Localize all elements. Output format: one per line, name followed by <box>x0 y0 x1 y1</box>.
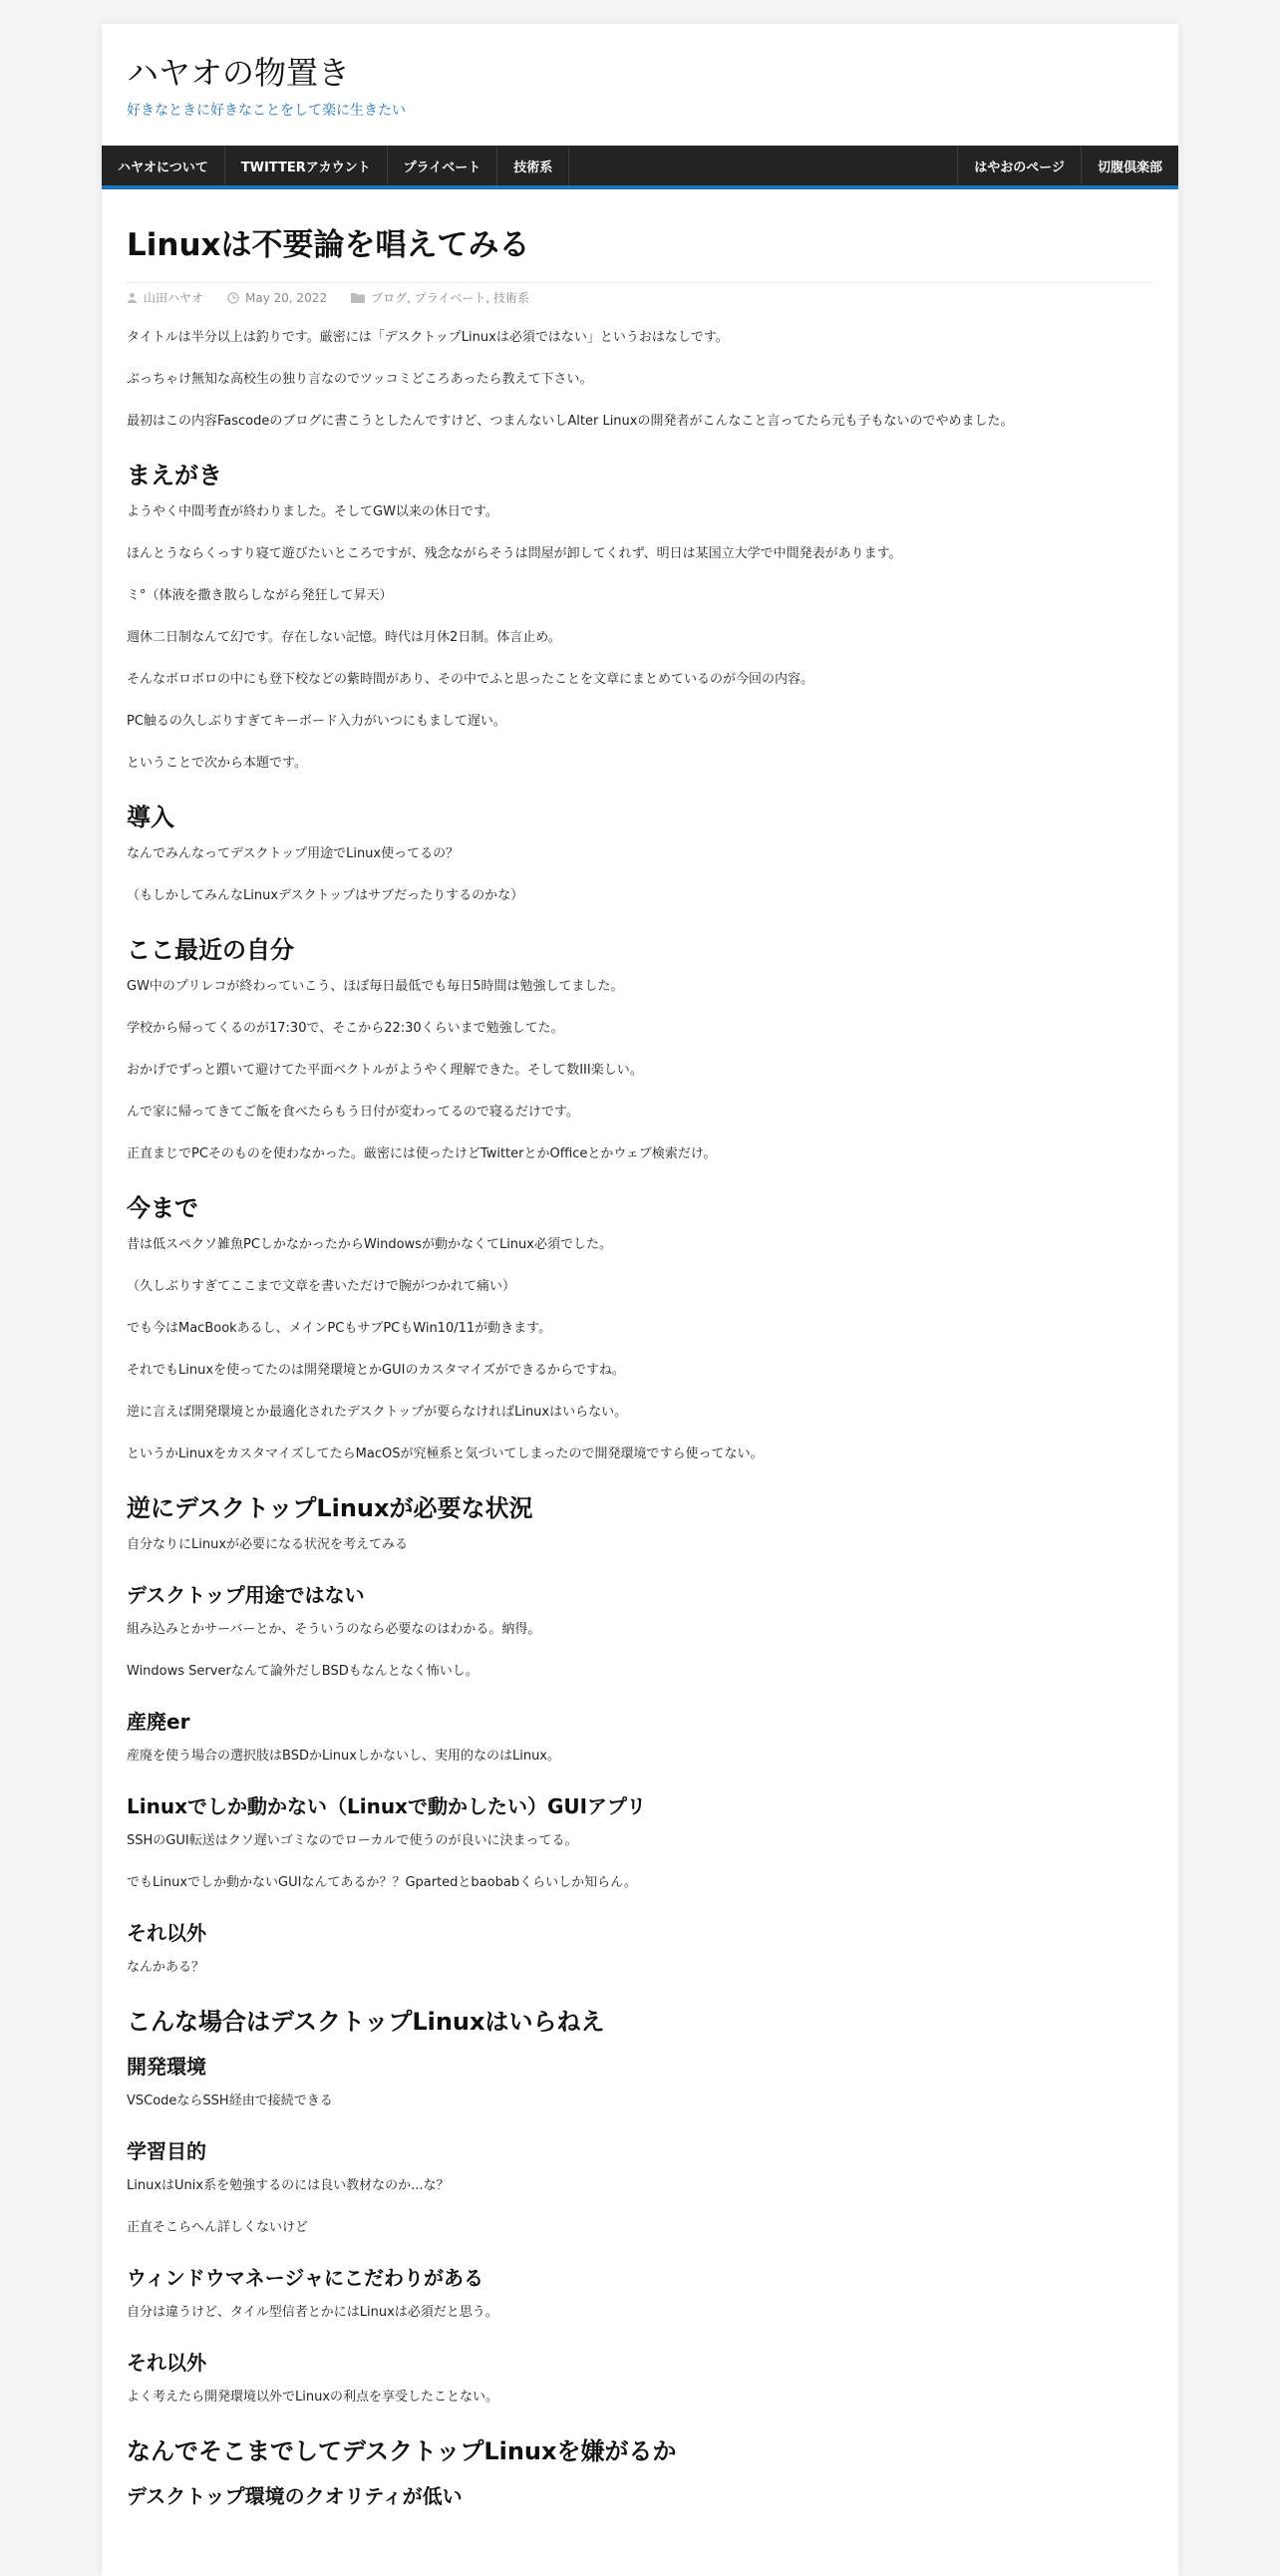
post-paragraph: でもLinuxでしか動かないGUIなんてあるか？？Gpartedとbaobabくらいしか知らん。 <box>127 1875 637 1890</box>
post-paragraph: 昔は低スペクソ雑魚PCしかなかったからWindowsが動かなくてLinux必須でした。 <box>127 1237 612 1252</box>
nav-item-hayao-page[interactable]: はやおのページ <box>957 146 1081 185</box>
post-paragraph: GW中のプリレコが終わっていこう、ほぼ毎日最低でも毎日5時間は勉強してました。 <box>127 979 624 994</box>
post-date: May 20, 2022 <box>245 290 328 305</box>
post-paragraph: 産廃を使う場合の選択肢はBSDかLinuxしかないし、実用的なのはLinux。 <box>127 1749 561 1764</box>
clock-icon <box>227 292 239 304</box>
subsection-heading: デスクトップ環境のクオリティが低い <box>127 2484 463 2508</box>
nav-left-group <box>102 146 569 185</box>
post-paragraph: 週休二日制なんて幻です。存在しない記憶。時代は月休2日制。体言止め。 <box>127 630 561 645</box>
nav-item-private[interactable]: プライベート <box>388 146 498 185</box>
post-paragraph: おかげでずっと躓いて避けてた平面ベクトルがようやく理解できた。そして数III楽しい。 <box>127 1063 643 1078</box>
user-icon <box>127 292 138 303</box>
post-paragraph: 自分は違うけど、タイル型信者とかにはLinuxは必須だと思う。 <box>127 2305 498 2320</box>
subsection-heading: 開発環境 <box>127 2055 206 2079</box>
post-paragraph: というかLinuxをカスタマイズしてたらMacOSが究極系と気づいてしまったので開発環境ですら使ってない。 <box>127 1447 764 1461</box>
post-paragraph: ぶっちゃけ無知な高校生の独り言なのでツッコミどころあったら教えて下さい。 <box>127 372 593 387</box>
folder-icon <box>351 292 365 303</box>
post-paragraph: それでもLinuxを使ってたのは開発環境とかGUIのカスタマイズができるからですね。 <box>127 1363 625 1378</box>
subsection-heading: それ以外 <box>127 1921 206 1945</box>
post-paragraph: でも今はMacBookあるし、メインPCもサブPCもWin10/11が動きます。 <box>127 1321 552 1336</box>
main-navigation <box>102 146 1178 189</box>
post-paragraph: （久しぶりすぎてここまで文章を書いただけで腕がつかれて痛い） <box>127 1279 516 1294</box>
post-paragraph: ミ°（体液を撒き散らしながら発狂して昇天） <box>127 588 393 603</box>
subsection-heading: 産廃er <box>127 1710 190 1734</box>
page-container <box>102 24 1178 2576</box>
nav-item-tech[interactable]: 技術系 <box>497 146 569 185</box>
post-meta <box>127 282 1153 306</box>
post-paragraph: 最初はこの内容Fascodeのブログに書こうとしたんですけど、つまんないしAlter Linuxの開発者がこんなこと言ってたら元も子もないのでやめました。 <box>127 414 1014 429</box>
section-heading: まえがき <box>127 462 222 489</box>
post-paragraph: 学校から帰ってくるのが17:30で、そこから22:30くらいまで勉強してた。 <box>127 1021 564 1036</box>
post-author[interactable]: 山田ハヤオ <box>144 291 204 305</box>
post-paragraph: Windows Serverなんて論外だしBSDもなんとなく怖いし。 <box>127 1664 479 1679</box>
nav-right-group <box>957 146 1178 185</box>
post-paragraph: SSHのGUI転送はクソ遅いゴミなのでローカルで使うのが良いに決まってる。 <box>127 1833 578 1848</box>
post-paragraph: 正直まじでPCそのものを使わなかった。厳密には使ったけどTwitterとかOfficeとかウェブ検索だけ。 <box>127 1146 717 1161</box>
post-categories[interactable]: ブログ, プライベート, 技術系 <box>371 291 529 305</box>
post-paragraph: ようやく中間考査が終わりました。そしてGW以来の休日です。 <box>127 504 498 519</box>
post-paragraph: 逆に言えば開発環境とか最適化されたデスクトップが要らなければLinuxはいらない。 <box>127 1405 628 1420</box>
post-paragraph: よく考えたら開発環境以外でLinuxの利点を享受したことない。 <box>127 2390 499 2405</box>
section-heading: 逆にデスクトップLinuxが必要な状況 <box>127 1494 533 1522</box>
post-paragraph: タイトルは半分以上は釣りです。厳密には「デスクトップLinuxは必須ではない」というおはなしです。 <box>127 330 729 345</box>
subsection-heading: 学習目的 <box>127 2139 206 2163</box>
post-paragraph: 自分なりにLinuxが必要になる状況を考えてみる <box>127 1537 409 1552</box>
site-tagline: 好きなときに好きなことをして楽に生きたい <box>127 103 406 119</box>
post-paragraph: 正直そこらへん詳しくないけど <box>127 2220 309 2235</box>
post-title: Linuxは不要論を唱えてみる <box>127 227 530 263</box>
subsection-heading: それ以外 <box>127 2351 206 2375</box>
nav-item-seppuku-club[interactable]: 切腹倶楽部 <box>1081 146 1178 185</box>
post-paragraph: （もしかしてみんなLinuxデスクトップはサブだったりするのかな） <box>127 888 524 903</box>
post-article <box>127 219 1153 2523</box>
post-paragraph: なんかある？ <box>127 1960 205 1975</box>
post-paragraph: 組み込みとかサーバーとか、そういうのなら必要なのはわかる。納得。 <box>127 1622 541 1637</box>
post-paragraph: ほんとうならくっすり寝て遊びたいところですが、残念ながらそうは問屋が卸してくれず、明日は某国立大学で中間発表があります。 <box>127 546 902 561</box>
section-heading: こんな場合はデスクトップLinuxはいらねえ <box>127 2008 605 2036</box>
section-heading: 導入 <box>127 804 174 831</box>
nav-item-twitter[interactable]: TWITTERアカウント <box>225 146 388 185</box>
site-title[interactable]: ハヤオの物置き <box>127 54 351 92</box>
section-heading: なんでそこまでしてデスクトップLinuxを嫌がるか <box>127 2437 677 2465</box>
post-paragraph: ということで次から本題です。 <box>127 756 307 771</box>
nav-item-about[interactable]: ハヤオについて <box>102 146 225 185</box>
post-paragraph: VSCodeならSSH経由で接続できる <box>127 2093 333 2108</box>
post-body <box>127 330 1153 2509</box>
post-paragraph: なんでみんなってデスクトップ用途でLinux使ってるの？ <box>127 846 460 861</box>
section-heading: 今まで <box>127 1194 198 1222</box>
subsection-heading: ウィンドウマネージャにこだわりがある <box>127 2266 483 2290</box>
section-heading: ここ最近の自分 <box>127 936 294 964</box>
subsection-heading: Linuxでしか動かない（Linuxで動かしたい）GUIアプリ <box>127 1794 647 1818</box>
post-paragraph: そんなボロボロの中にも登下校などの紫時間があり、その中でふと思ったことを文章にまとめているのが今回の内容。 <box>127 672 814 687</box>
post-paragraph: LinuxはUnix系を勉強するのには良い教材なのか...な？ <box>127 2178 450 2193</box>
post-paragraph: んで家に帰ってきてご飯を食べたらもう日付が変わってるので寝るだけです。 <box>127 1105 579 1120</box>
subsection-heading: デスクトップ用途ではない <box>127 1583 365 1607</box>
post-paragraph: PC触るの久しぶりすぎてキーボード入力がいつにもまして遅い。 <box>127 714 506 729</box>
